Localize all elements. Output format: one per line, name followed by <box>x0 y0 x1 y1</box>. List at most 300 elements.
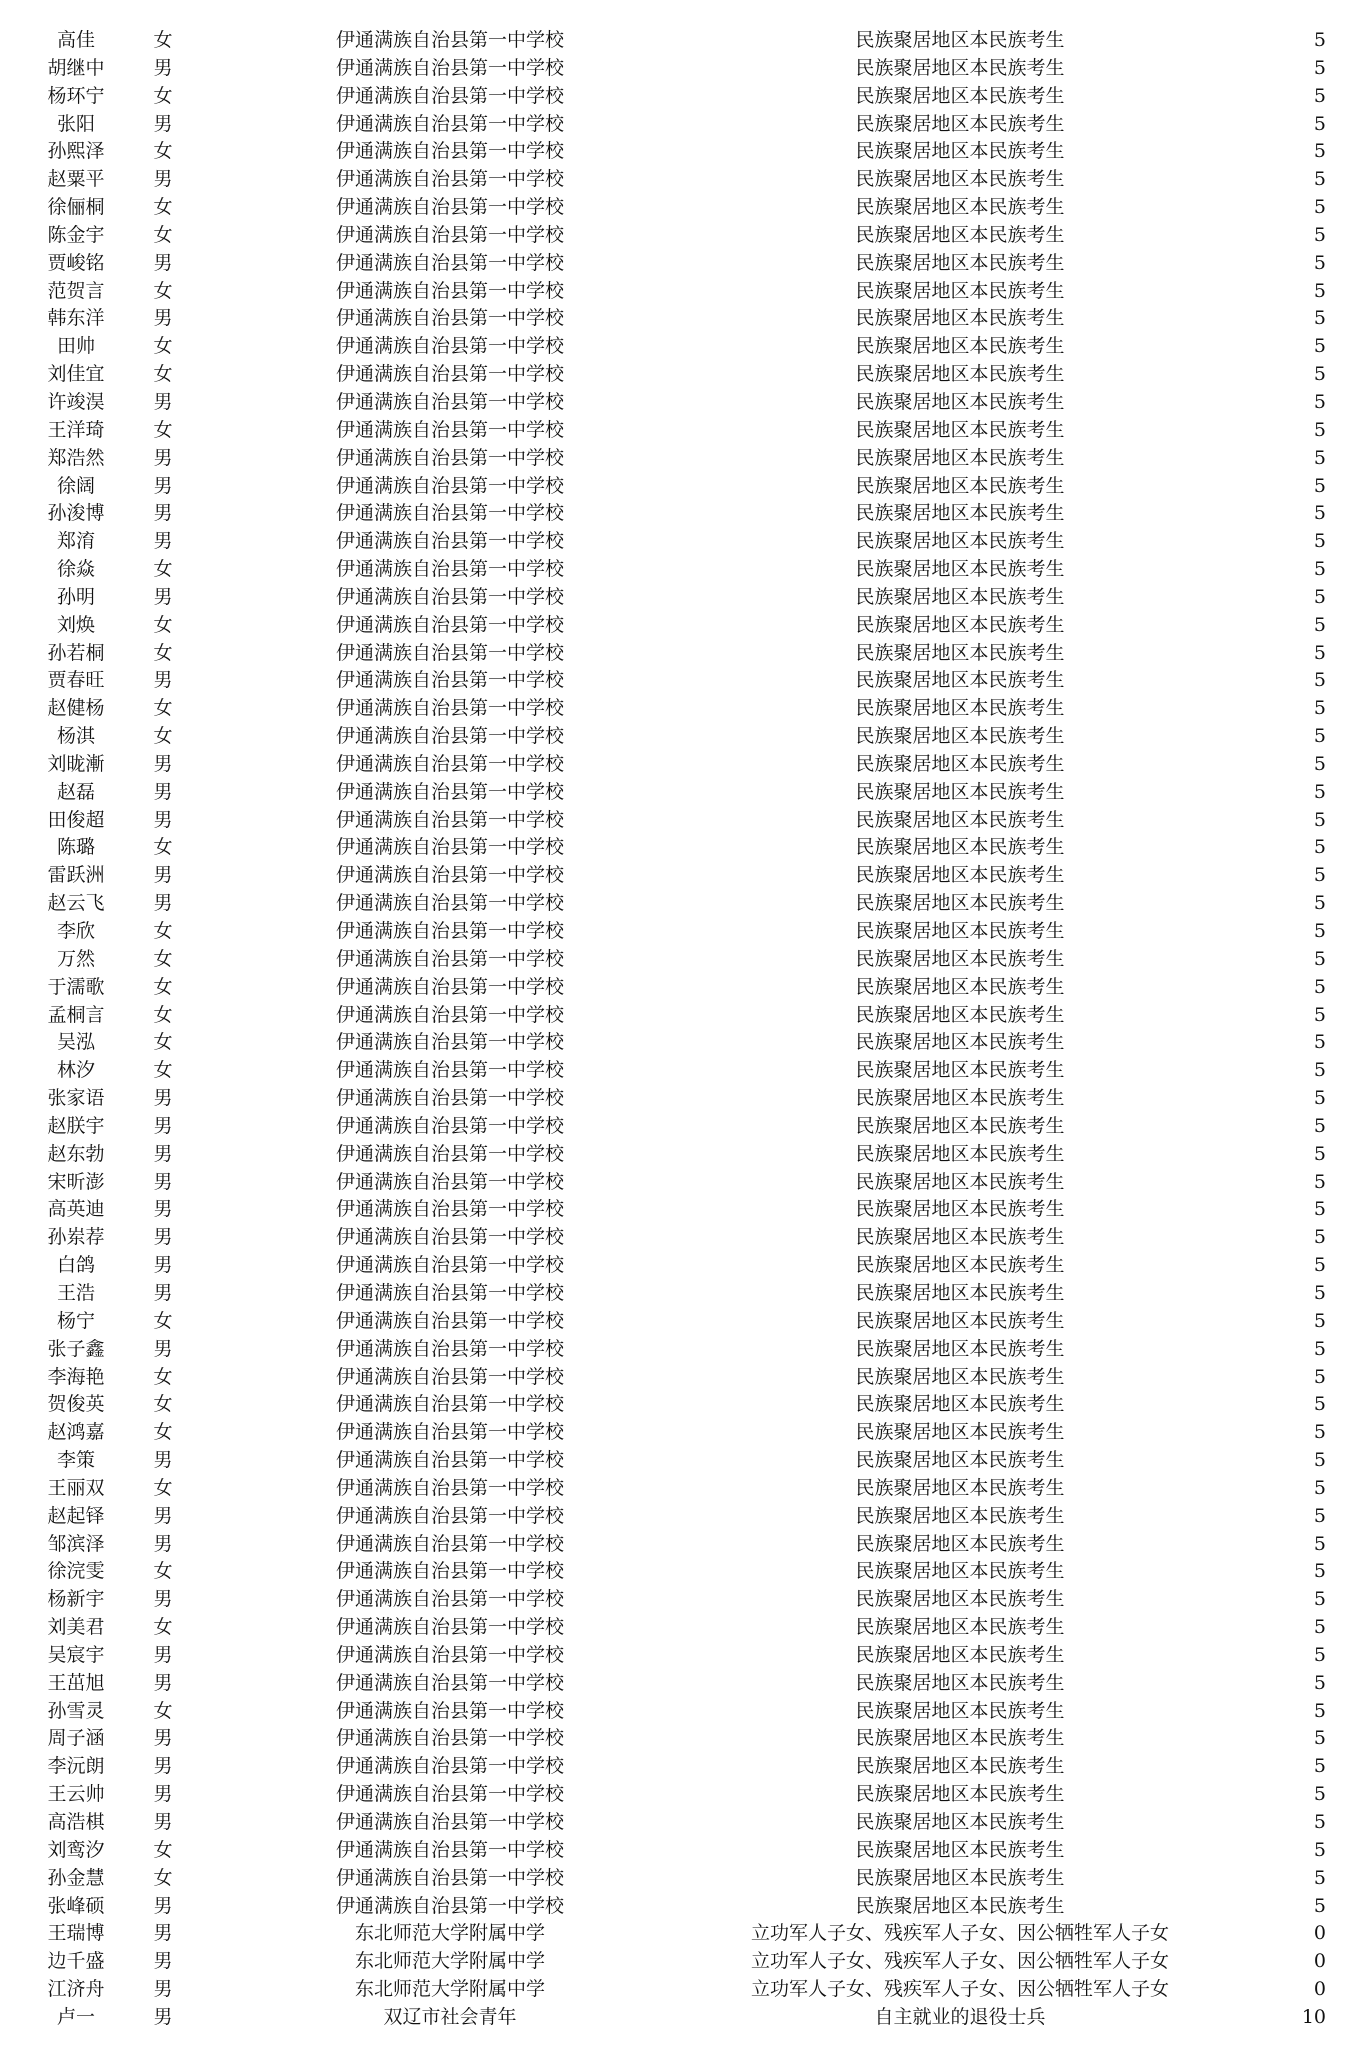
category-cell: 民族聚居地区本民族考生 <box>855 335 1065 358</box>
student-name-cell: 田俊超 <box>47 808 105 831</box>
student-name-cell: 万然 <box>56 947 95 970</box>
student-name-cell: 张阳 <box>56 112 95 135</box>
table-row <box>0 1893 1367 1921</box>
student-name-cell: 许竣淏 <box>47 390 105 413</box>
category-cell: 民族聚居地区本民族考生 <box>855 1671 1065 1694</box>
table-row <box>0 417 1367 445</box>
bonus-score-cell: 5 <box>1313 84 1326 107</box>
school-cell: 伊通满族自治县第一中学校 <box>335 196 564 219</box>
student-name-cell: 白鸽 <box>56 1254 95 1277</box>
bonus-score-cell: 5 <box>1313 1866 1326 1889</box>
category-cell: 民族聚居地区本民族考生 <box>855 502 1065 525</box>
student-name-cell: 徐浣雯 <box>47 1560 105 1583</box>
student-name-cell: 王茁旭 <box>47 1671 105 1694</box>
school-cell: 伊通满族自治县第一中学校 <box>335 947 564 970</box>
student-name-cell: 李海艳 <box>47 1365 105 1388</box>
gender-cell: 男 <box>153 446 173 469</box>
school-cell: 伊通满族自治县第一中学校 <box>335 363 564 386</box>
bonus-score-cell: 5 <box>1313 1281 1326 1304</box>
table-row <box>0 1113 1367 1141</box>
school-cell: 伊通满族自治县第一中学校 <box>335 390 564 413</box>
gender-cell: 男 <box>153 1087 173 1110</box>
school-cell: 伊通满族自治县第一中学校 <box>335 1783 564 1806</box>
bonus-points-table <box>0 27 1367 2032</box>
bonus-score-cell: 5 <box>1313 1838 1326 1861</box>
gender-cell: 女 <box>153 558 173 581</box>
gender-cell: 女 <box>153 140 173 163</box>
table-row <box>0 612 1367 640</box>
category-cell: 民族聚居地区本民族考生 <box>855 56 1065 79</box>
gender-cell: 女 <box>153 196 173 219</box>
bonus-score-cell: 5 <box>1313 1643 1326 1666</box>
bonus-score-cell: 5 <box>1313 1031 1326 1054</box>
gender-cell: 男 <box>153 1894 173 1917</box>
school-cell: 伊通满族自治县第一中学校 <box>335 920 564 942</box>
student-name-cell: 赵朕宇 <box>47 1114 105 1137</box>
gender-cell: 女 <box>153 920 173 942</box>
table-row <box>0 1308 1367 1336</box>
table-row <box>0 834 1367 862</box>
gender-cell: 男 <box>153 2005 173 2028</box>
table-row <box>0 862 1367 890</box>
school-cell: 伊通满族自治县第一中学校 <box>335 474 564 497</box>
student-name-cell: 徐阔 <box>56 474 95 497</box>
school-cell: 东北师范大学附属中学 <box>354 1922 545 1945</box>
category-cell: 民族聚居地区本民族考生 <box>855 1532 1065 1555</box>
category-cell: 民族聚居地区本民族考生 <box>855 474 1065 497</box>
gender-cell: 男 <box>153 1337 173 1360</box>
category-cell: 民族聚居地区本民族考生 <box>855 1588 1065 1611</box>
student-name-cell: 卢一 <box>56 2005 95 2028</box>
gender-cell: 女 <box>153 1560 173 1583</box>
bonus-score-cell: 5 <box>1313 1811 1326 1833</box>
table-row <box>0 1447 1367 1475</box>
gender-cell: 男 <box>153 585 173 608</box>
table-row <box>0 1085 1367 1113</box>
gender-cell: 男 <box>153 474 173 497</box>
category-cell: 民族聚居地区本民族考生 <box>855 1254 1065 1277</box>
student-name-cell: 张峰硕 <box>47 1894 105 1917</box>
category-cell: 民族聚居地区本民族考生 <box>855 1087 1065 1110</box>
gender-cell: 女 <box>153 223 173 246</box>
bonus-score-cell: 5 <box>1313 780 1326 803</box>
category-cell: 民族聚居地区本民族考生 <box>855 251 1065 274</box>
school-cell: 伊通满族自治县第一中学校 <box>335 1281 564 1304</box>
bonus-score-cell: 5 <box>1313 363 1326 386</box>
bonus-score-cell: 5 <box>1313 975 1326 998</box>
gender-cell: 男 <box>153 780 173 803</box>
bonus-score-cell: 5 <box>1313 613 1326 636</box>
table-row <box>0 1781 1367 1809</box>
category-cell: 民族聚居地区本民族考生 <box>855 140 1065 163</box>
table-row <box>0 222 1367 250</box>
student-name-cell: 赵健杨 <box>47 697 105 720</box>
school-cell: 伊通满族自治县第一中学校 <box>335 1087 564 1110</box>
student-name-cell: 王云帅 <box>47 1783 105 1806</box>
category-cell: 民族聚居地区本民族考生 <box>855 1031 1065 1054</box>
school-cell: 伊通满族自治县第一中学校 <box>335 1170 564 1193</box>
bonus-score-cell: 5 <box>1313 29 1326 51</box>
table-row <box>0 1865 1367 1893</box>
gender-cell: 女 <box>153 1699 173 1722</box>
table-row <box>0 1196 1367 1224</box>
bonus-score-cell: 5 <box>1313 140 1326 163</box>
category-cell: 民族聚居地区本民族考生 <box>855 808 1065 831</box>
category-cell: 民族聚居地区本民族考生 <box>855 1727 1065 1750</box>
student-name-cell: 王瑞博 <box>47 1922 105 1945</box>
gender-cell: 女 <box>153 1059 173 1082</box>
gender-cell: 男 <box>153 1811 173 1833</box>
gender-cell: 男 <box>153 864 173 887</box>
table-row <box>0 1391 1367 1419</box>
school-cell: 伊通满族自治县第一中学校 <box>335 808 564 831</box>
gender-cell: 女 <box>153 836 173 859</box>
school-cell: 伊通满族自治县第一中学校 <box>335 84 564 107</box>
category-cell: 民族聚居地区本民族考生 <box>855 1198 1065 1221</box>
student-name-cell: 赵起铎 <box>47 1504 105 1527</box>
table-row <box>0 250 1367 278</box>
category-cell: 民族聚居地区本民族考生 <box>855 29 1065 51</box>
gender-cell: 男 <box>153 1950 173 1973</box>
table-row <box>0 640 1367 668</box>
gender-cell: 男 <box>153 1727 173 1750</box>
table-row <box>0 1029 1367 1057</box>
student-name-cell: 雷跃洲 <box>47 864 105 887</box>
category-cell: 民族聚居地区本民族考生 <box>855 363 1065 386</box>
table-row <box>0 1948 1367 1976</box>
table-row <box>0 1336 1367 1364</box>
student-name-cell: 赵云飞 <box>47 892 105 915</box>
student-name-cell: 杨淇 <box>56 725 95 748</box>
gender-cell: 女 <box>153 1838 173 1861</box>
category-cell: 民族聚居地区本民族考生 <box>855 1838 1065 1861</box>
gender-cell: 男 <box>153 1114 173 1137</box>
gender-cell: 女 <box>153 725 173 748</box>
table-row <box>0 946 1367 974</box>
category-cell: 民族聚居地区本民族考生 <box>855 1866 1065 1889</box>
student-name-cell: 贾峻铭 <box>47 251 105 274</box>
category-cell: 民族聚居地区本民族考生 <box>855 1476 1065 1499</box>
table-row <box>0 528 1367 556</box>
school-cell: 伊通满族自治县第一中学校 <box>335 1476 564 1499</box>
student-name-cell: 贺俊英 <box>47 1393 105 1416</box>
bonus-score-cell: 5 <box>1313 920 1326 942</box>
student-name-cell: 孙熙泽 <box>47 140 105 163</box>
bonus-score-cell: 5 <box>1313 474 1326 497</box>
category-cell: 民族聚居地区本民族考生 <box>855 920 1065 942</box>
category-cell: 民族聚居地区本民族考生 <box>855 1226 1065 1249</box>
student-name-cell: 孙明 <box>56 585 95 608</box>
bonus-score-cell: 5 <box>1313 641 1326 664</box>
category-cell: 民族聚居地区本民族考生 <box>855 1003 1065 1026</box>
student-name-cell: 王洋琦 <box>47 418 105 441</box>
category-cell: 民族聚居地区本民族考生 <box>855 84 1065 107</box>
school-cell: 伊通满族自治县第一中学校 <box>335 1142 564 1165</box>
gender-cell: 男 <box>153 530 173 553</box>
school-cell: 伊通满族自治县第一中学校 <box>335 1811 564 1833</box>
school-cell: 伊通满族自治县第一中学校 <box>335 530 564 553</box>
category-cell: 民族聚居地区本民族考生 <box>855 558 1065 581</box>
table-row <box>0 305 1367 333</box>
student-name-cell: 杨环宁 <box>47 84 105 107</box>
category-cell: 民族聚居地区本民族考生 <box>855 168 1065 191</box>
category-cell: 民族聚居地区本民族考生 <box>855 1337 1065 1360</box>
table-row <box>0 445 1367 473</box>
gender-cell: 男 <box>153 1198 173 1221</box>
table-row <box>0 807 1367 835</box>
table-row <box>0 83 1367 111</box>
school-cell: 伊通满族自治县第一中学校 <box>335 725 564 748</box>
table-row <box>0 1531 1367 1559</box>
gender-cell: 男 <box>153 112 173 135</box>
school-cell: 伊通满族自治县第一中学校 <box>335 1198 564 1221</box>
student-name-cell: 孙岽荐 <box>47 1226 105 1249</box>
bonus-score-cell: 5 <box>1313 1588 1326 1611</box>
bonus-score-cell: 0 <box>1313 1950 1326 1973</box>
table-row <box>0 138 1367 166</box>
gender-cell: 女 <box>153 947 173 970</box>
school-cell: 伊通满族自治县第一中学校 <box>335 1588 564 1611</box>
school-cell: 伊通满族自治县第一中学校 <box>335 1532 564 1555</box>
student-name-cell: 刘佳宜 <box>47 363 105 386</box>
school-cell: 伊通满族自治县第一中学校 <box>335 1254 564 1277</box>
gender-cell: 女 <box>153 279 173 302</box>
table-row <box>0 1753 1367 1781</box>
gender-cell: 男 <box>153 390 173 413</box>
gender-cell: 男 <box>153 1755 173 1778</box>
school-cell: 伊通满族自治县第一中学校 <box>335 1114 564 1137</box>
gender-cell: 男 <box>153 1922 173 1945</box>
student-name-cell: 范贺言 <box>47 279 105 302</box>
school-cell: 伊通满族自治县第一中学校 <box>335 446 564 469</box>
bonus-score-cell: 5 <box>1313 418 1326 441</box>
bonus-score-cell: 5 <box>1313 1365 1326 1388</box>
school-cell: 伊通满族自治县第一中学校 <box>335 752 564 775</box>
gender-cell: 男 <box>153 1643 173 1666</box>
bonus-score-cell: 5 <box>1313 1059 1326 1082</box>
table-row <box>0 1057 1367 1085</box>
bonus-score-cell: 5 <box>1313 1476 1326 1499</box>
gender-cell: 男 <box>153 1449 173 1472</box>
student-name-cell: 张子鑫 <box>47 1337 105 1360</box>
category-cell: 民族聚居地区本民族考生 <box>855 780 1065 803</box>
category-cell: 自主就业的退役士兵 <box>874 2005 1046 2028</box>
table-row <box>0 974 1367 1002</box>
table-row <box>0 584 1367 612</box>
gender-cell: 女 <box>153 1031 173 1054</box>
table-row <box>0 27 1367 55</box>
gender-cell: 男 <box>153 251 173 274</box>
school-cell: 伊通满族自治县第一中学校 <box>335 780 564 803</box>
category-cell: 民族聚居地区本民族考生 <box>855 669 1065 692</box>
bonus-score-cell: 5 <box>1313 752 1326 775</box>
bonus-score-cell: 5 <box>1313 558 1326 581</box>
bonus-score-cell: 5 <box>1313 1504 1326 1527</box>
table-row <box>0 1642 1367 1670</box>
school-cell: 伊通满族自治县第一中学校 <box>335 1727 564 1750</box>
school-cell: 东北师范大学附属中学 <box>354 1978 545 2001</box>
category-cell: 民族聚居地区本民族考生 <box>855 947 1065 970</box>
school-cell: 伊通满族自治县第一中学校 <box>335 1059 564 1082</box>
student-name-cell: 韩东洋 <box>47 307 105 330</box>
category-cell: 民族聚居地区本民族考生 <box>855 1281 1065 1304</box>
bonus-score-cell: 5 <box>1313 1337 1326 1360</box>
table-row <box>0 918 1367 946</box>
category-cell: 民族聚居地区本民族考生 <box>855 1365 1065 1388</box>
gender-cell: 男 <box>153 1588 173 1611</box>
bonus-score-cell: 0 <box>1313 1978 1326 2001</box>
bonus-score-cell: 5 <box>1313 1894 1326 1917</box>
bonus-score-cell: 5 <box>1313 808 1326 831</box>
bonus-score-cell: 5 <box>1313 223 1326 246</box>
student-name-cell: 赵粟平 <box>47 168 105 191</box>
bonus-score-cell: 5 <box>1313 390 1326 413</box>
school-cell: 伊通满族自治县第一中学校 <box>335 585 564 608</box>
bonus-score-cell: 5 <box>1313 530 1326 553</box>
table-row <box>0 1364 1367 1392</box>
table-row <box>0 779 1367 807</box>
table-row <box>0 1976 1367 2004</box>
bonus-score-cell: 5 <box>1313 1254 1326 1277</box>
category-cell: 民族聚居地区本民族考生 <box>855 390 1065 413</box>
category-cell: 民族聚居地区本民族考生 <box>855 864 1065 887</box>
school-cell: 伊通满族自治县第一中学校 <box>335 502 564 525</box>
school-cell: 伊通满族自治县第一中学校 <box>335 1838 564 1861</box>
school-cell: 伊通满族自治县第一中学校 <box>335 836 564 859</box>
school-cell: 伊通满族自治县第一中学校 <box>335 864 564 887</box>
bonus-score-cell: 0 <box>1313 1922 1326 1945</box>
school-cell: 东北师范大学附属中学 <box>354 1950 545 1973</box>
school-cell: 伊通满族自治县第一中学校 <box>335 168 564 191</box>
gender-cell: 男 <box>153 1978 173 2001</box>
school-cell: 伊通满族自治县第一中学校 <box>335 558 564 581</box>
bonus-score-cell: 5 <box>1313 1114 1326 1137</box>
gender-cell: 男 <box>153 307 173 330</box>
school-cell: 伊通满族自治县第一中学校 <box>335 1894 564 1917</box>
table-row <box>0 667 1367 695</box>
school-cell: 伊通满族自治县第一中学校 <box>335 1643 564 1666</box>
school-cell: 伊通满族自治县第一中学校 <box>335 1866 564 1889</box>
table-row <box>0 1475 1367 1503</box>
table-row <box>0 194 1367 222</box>
category-cell: 立功军人子女、残疾军人子女、因公牺牲军人子女 <box>750 1978 1169 2001</box>
gender-cell: 女 <box>153 1309 173 1332</box>
category-cell: 民族聚居地区本民族考生 <box>855 585 1065 608</box>
student-name-cell: 王浩 <box>56 1281 95 1304</box>
school-cell: 伊通满族自治县第一中学校 <box>335 279 564 302</box>
table-row <box>0 1725 1367 1753</box>
table-row <box>0 1837 1367 1865</box>
school-cell: 伊通满族自治县第一中学校 <box>335 697 564 720</box>
table-row <box>0 1280 1367 1308</box>
bonus-score-cell: 5 <box>1313 1003 1326 1026</box>
bonus-score-cell: 5 <box>1313 168 1326 191</box>
student-name-cell: 贾春旺 <box>47 669 105 692</box>
table-row <box>0 1002 1367 1030</box>
student-name-cell: 杨新宇 <box>47 1588 105 1611</box>
gender-cell: 男 <box>153 1170 173 1193</box>
student-name-cell: 赵磊 <box>56 780 95 803</box>
school-cell: 伊通满族自治县第一中学校 <box>335 1671 564 1694</box>
table-row <box>0 751 1367 779</box>
school-cell: 双辽市社会青年 <box>383 2005 517 2028</box>
bonus-score-cell: 5 <box>1313 836 1326 859</box>
school-cell: 伊通满族自治县第一中学校 <box>335 307 564 330</box>
bonus-score-cell: 5 <box>1313 1393 1326 1416</box>
student-name-cell: 陈金宇 <box>47 223 105 246</box>
category-cell: 立功军人子女、残疾军人子女、因公牺牲军人子女 <box>750 1922 1169 1945</box>
student-name-cell: 陈璐 <box>56 836 95 859</box>
school-cell: 伊通满族自治县第一中学校 <box>335 669 564 692</box>
table-row <box>0 166 1367 194</box>
category-cell: 民族聚居地区本民族考生 <box>855 1616 1065 1639</box>
school-cell: 伊通满族自治县第一中学校 <box>335 1449 564 1472</box>
category-cell: 民族聚居地区本民族考生 <box>855 1421 1065 1444</box>
school-cell: 伊通满族自治县第一中学校 <box>335 112 564 135</box>
gender-cell: 女 <box>153 613 173 636</box>
school-cell: 伊通满族自治县第一中学校 <box>335 56 564 79</box>
table-row <box>0 1698 1367 1726</box>
student-name-cell: 郑淯 <box>56 530 95 553</box>
student-name-cell: 张家语 <box>47 1087 105 1110</box>
student-name-cell: 杨宁 <box>56 1309 95 1332</box>
gender-cell: 女 <box>153 335 173 358</box>
gender-cell: 女 <box>153 975 173 998</box>
bonus-score-cell: 5 <box>1313 446 1326 469</box>
table-row <box>0 55 1367 83</box>
gender-cell: 男 <box>153 1504 173 1527</box>
student-name-cell: 李沅朗 <box>47 1755 105 1778</box>
student-name-cell: 吴宸宇 <box>47 1643 105 1666</box>
student-name-cell: 赵鸿嘉 <box>47 1421 105 1444</box>
gender-cell: 男 <box>153 1671 173 1694</box>
student-name-cell: 王丽双 <box>47 1476 105 1499</box>
gender-cell: 男 <box>153 669 173 692</box>
student-name-cell: 孙浚博 <box>47 502 105 525</box>
gender-cell: 女 <box>153 418 173 441</box>
school-cell: 伊通满族自治县第一中学校 <box>335 1226 564 1249</box>
student-name-cell: 刘美君 <box>47 1616 105 1639</box>
table-row <box>0 1614 1367 1642</box>
student-name-cell: 高英迪 <box>47 1198 105 1221</box>
table-row <box>0 723 1367 751</box>
school-cell: 伊通满族自治县第一中学校 <box>335 641 564 664</box>
category-cell: 民族聚居地区本民族考生 <box>855 1783 1065 1806</box>
category-cell: 民族聚居地区本民族考生 <box>855 1755 1065 1778</box>
student-name-cell: 孙雪灵 <box>47 1699 105 1722</box>
table-row <box>0 473 1367 501</box>
student-name-cell: 孙若桐 <box>47 641 105 664</box>
category-cell: 民族聚居地区本民族考生 <box>855 975 1065 998</box>
category-cell: 民族聚居地区本民族考生 <box>855 641 1065 664</box>
category-cell: 民族聚居地区本民族考生 <box>855 1309 1065 1332</box>
school-cell: 伊通满族自治县第一中学校 <box>335 251 564 274</box>
category-cell: 民族聚居地区本民族考生 <box>855 530 1065 553</box>
bonus-score-cell: 5 <box>1313 1727 1326 1750</box>
bonus-score-cell: 10 <box>1301 2005 1326 2028</box>
category-cell: 民族聚居地区本民族考生 <box>855 1170 1065 1193</box>
student-name-cell: 高浩棋 <box>47 1811 105 1833</box>
student-name-cell: 田帅 <box>56 335 95 358</box>
student-name-cell: 吴泓 <box>56 1031 95 1054</box>
student-name-cell: 赵东勃 <box>47 1142 105 1165</box>
school-cell: 伊通满族自治县第一中学校 <box>335 140 564 163</box>
bonus-score-cell: 5 <box>1313 112 1326 135</box>
school-cell: 伊通满族自治县第一中学校 <box>335 1031 564 1054</box>
school-cell: 伊通满族自治县第一中学校 <box>335 613 564 636</box>
table-row <box>0 890 1367 918</box>
bonus-score-cell: 5 <box>1313 1421 1326 1444</box>
